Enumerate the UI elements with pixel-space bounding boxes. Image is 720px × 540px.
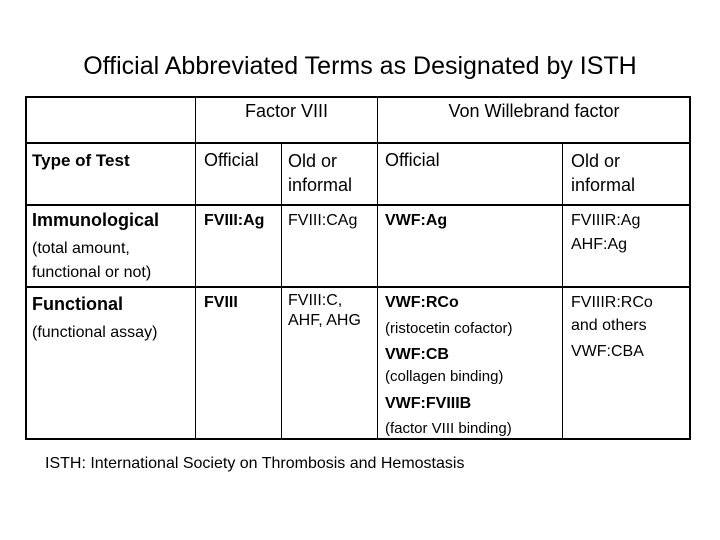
immunological-vwf-old-1: FVIIIR:Ag bbox=[571, 212, 641, 229]
table-divider-subheader bbox=[25, 204, 691, 206]
row-functional-label: Functional bbox=[32, 294, 123, 314]
functional-f8-old: FVIII:C, AHF, AHG bbox=[288, 292, 361, 329]
functional-vwf-official-desc-3: (factor VIII binding) bbox=[385, 420, 512, 437]
table-vline-2 bbox=[281, 142, 282, 440]
functional-vwf-old-1: FVIIIR:RCo bbox=[571, 294, 653, 311]
row-immunological-label: Immunological bbox=[32, 210, 160, 230]
table-vline-4 bbox=[562, 142, 563, 440]
table-vline-3 bbox=[377, 96, 378, 440]
page-title: Official Abbreviated Terms as Designated by ISTH bbox=[83, 52, 637, 80]
subheader-type-of-test: Type of Test bbox=[32, 151, 130, 170]
table-divider-row1 bbox=[25, 286, 691, 288]
functional-vwf-official-desc-2: (collagen binding) bbox=[385, 368, 504, 385]
header-factor-viii: Factor VIII bbox=[244, 101, 329, 121]
footnote: ISTH: International Society on Thrombosis and Hemostasis bbox=[45, 455, 465, 472]
header-von-willebrand: Von Willebrand factor bbox=[448, 101, 620, 121]
functional-vwf-official-code-2: VWF:CB bbox=[385, 346, 449, 363]
immunological-vwf-old-2: AHF:Ag bbox=[571, 236, 628, 253]
subheader-official-vwf: Official bbox=[385, 150, 440, 170]
subheader-old-informal-vwf: Old or informal bbox=[571, 151, 636, 195]
functional-vwf-official-desc-1: (ristocetin cofactor) bbox=[385, 320, 513, 337]
immunological-f8-official: FVIII:Ag bbox=[204, 212, 265, 229]
functional-vwf-official-code-1: VWF:RCo bbox=[385, 294, 459, 311]
subheader-official-f8: Official bbox=[204, 150, 259, 170]
row-immunological-sublabel: (total amount, functional or not) bbox=[32, 240, 152, 281]
immunological-vwf-official: VWF:Ag bbox=[385, 212, 448, 229]
subheader-old-informal-f8: Old or informal bbox=[288, 151, 353, 195]
table-vline-1 bbox=[195, 96, 196, 440]
immunological-f8-old: FVIII:CAg bbox=[288, 212, 358, 229]
functional-vwf-old-3: VWF:CBA bbox=[571, 343, 644, 360]
functional-vwf-official-code-3: VWF:FVIIIB bbox=[385, 395, 472, 412]
functional-f8-official: FVIII bbox=[204, 294, 238, 311]
table-divider-header bbox=[25, 142, 691, 144]
row-functional-sublabel: (functional assay) bbox=[32, 324, 158, 341]
functional-vwf-old-2: and others bbox=[571, 317, 647, 334]
